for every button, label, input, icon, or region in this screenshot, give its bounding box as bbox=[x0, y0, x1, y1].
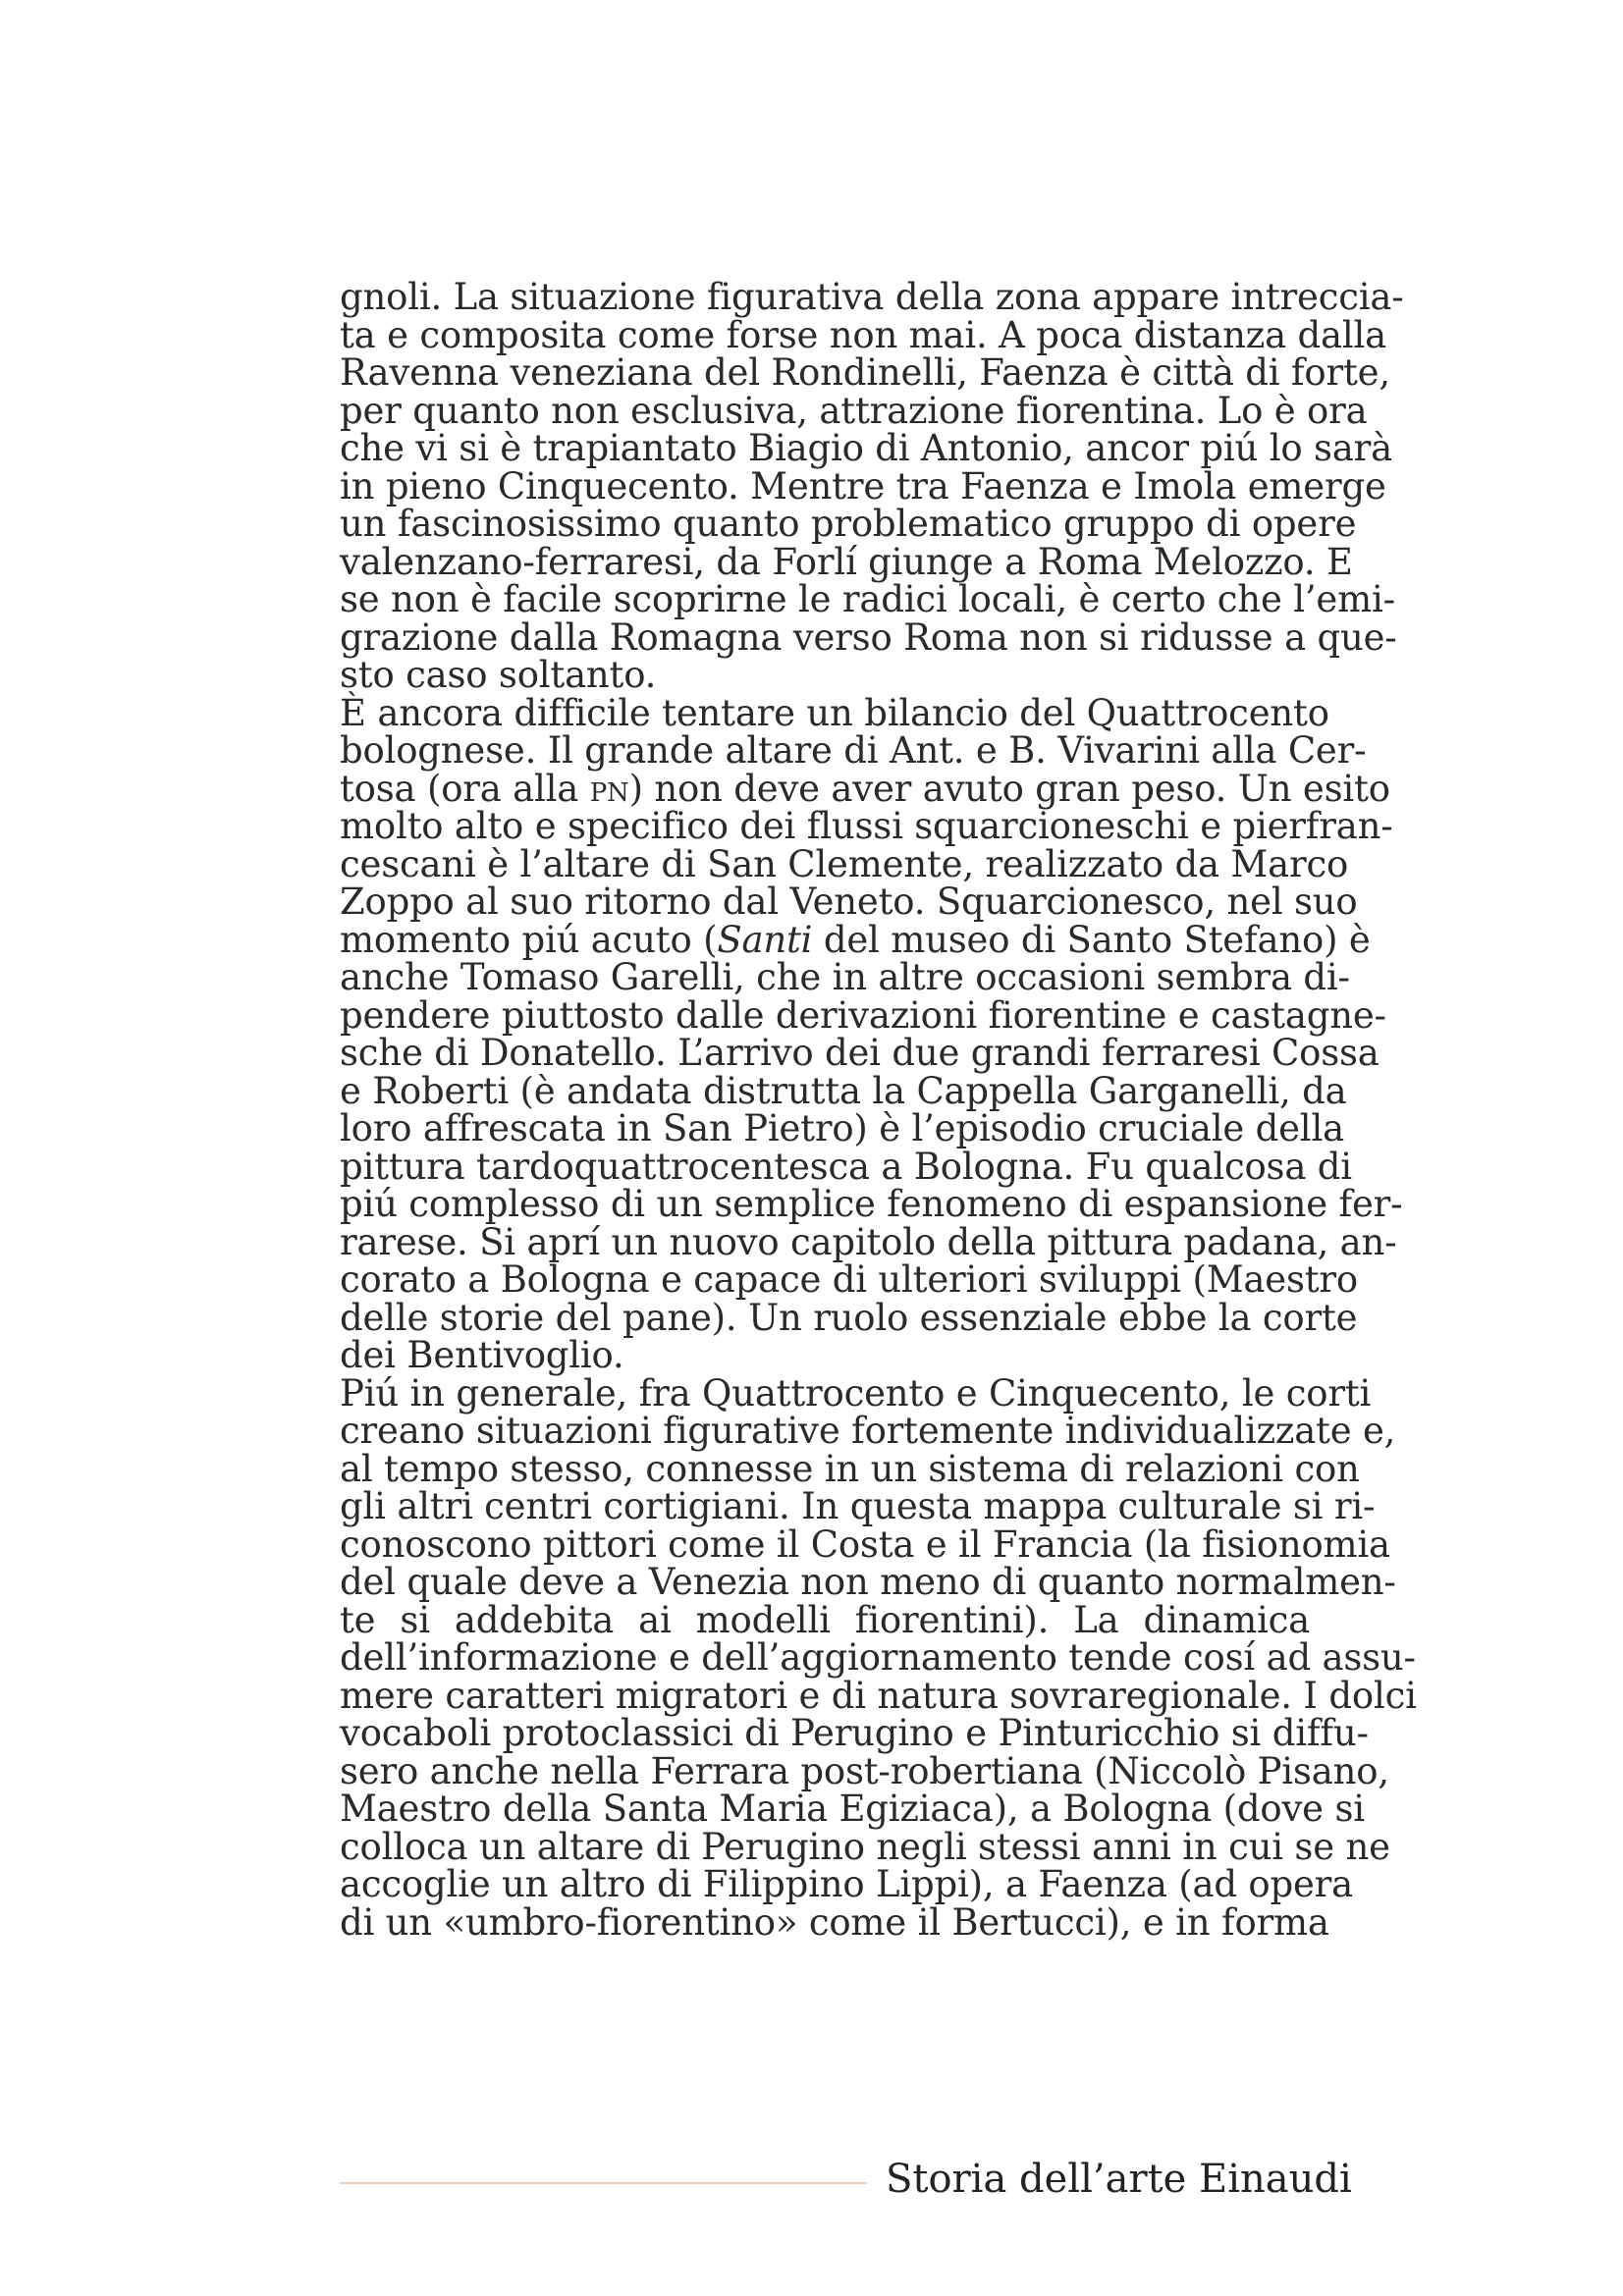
text-line: sto caso soltanto. bbox=[340, 654, 657, 696]
text-line: loro affrescata in San Pietro) è l’episodio cruciale della bbox=[340, 1107, 1344, 1149]
text-line: corato a Bologna e capace di ulteriori sviluppi (Maestro bbox=[340, 1258, 1358, 1301]
text-line: Ravenna veneziana del Rondinelli, Faenza è città di forte, bbox=[340, 351, 1390, 394]
page-body bbox=[340, 276, 1417, 1944]
text-line: dell’informazione e dell’aggiornamento tende cosí ad assu- bbox=[340, 1636, 1416, 1679]
text-line: gnoli. La situazione figurativa della zona appare intreccia- bbox=[340, 276, 1404, 318]
text-line: pendere piuttosto dalle derivazioni fiorentine e castagne- bbox=[340, 993, 1386, 1037]
text-line: di un «umbro-fiorentino» come il Bertucci), e in forma bbox=[340, 1900, 1329, 1944]
text-line: creano situazioni figurative fortemente individualizzate e, bbox=[340, 1410, 1396, 1452]
footer-title: Storia dell’arte Einaudi bbox=[886, 2157, 1352, 2202]
text-line: valenzano-ferraresi, da Forlí giunge a Roma Melozzo. E bbox=[340, 540, 1353, 583]
text-line: e Roberti (è andata distrutta la Cappella Garganelli, da bbox=[340, 1069, 1347, 1112]
text-line: ta e composita come forse non mai. A poca distanza dalla bbox=[340, 313, 1386, 356]
text-line: un fascinosissimo quanto problematico gruppo di opere bbox=[340, 503, 1357, 545]
text-line: te si addebita ai modelli fiorentini). La dinamica bbox=[340, 1598, 1310, 1641]
text-line: sche di Donatello. L’arrivo dei due grandi ferraresi Cossa bbox=[340, 1032, 1380, 1074]
text-line: che vi si è trapiantato Biagio di Antonio, ancor piú lo sarà bbox=[340, 427, 1392, 469]
abbreviation-pn: pn bbox=[589, 767, 629, 810]
text-line: piú complesso di un semplice fenomeno di espansione fer- bbox=[340, 1183, 1403, 1225]
text-line: dei Bentivoglio. bbox=[340, 1334, 624, 1376]
text-segment: tosa (ora alla bbox=[340, 767, 590, 810]
text-line: accoglie un altro di Filippino Lippi), a Faenza (ad opera bbox=[340, 1863, 1354, 1905]
text-line: se non è facile scoprirne le radici locali, è certo che l’emi- bbox=[340, 578, 1395, 620]
text-line: Zoppo al suo ritorno dal Veneto. Squarcionesco, nel suo bbox=[340, 881, 1358, 923]
text-line: in pieno Cinquecento. Mentre tra Faenza e Imola emerge bbox=[340, 464, 1386, 507]
text-line: anche Tomaso Garelli, che in altre occasioni sembra di- bbox=[340, 956, 1350, 998]
text-line: È ancora difficile tentare un bilancio del Quattrocento bbox=[340, 691, 1329, 734]
text-line: al tempo stesso, connesse in un sistema di relazioni con bbox=[340, 1447, 1360, 1490]
footer-rule bbox=[340, 2182, 867, 2184]
text-line: per quanto non esclusiva, attrazione fiorentina. Lo è ora bbox=[340, 389, 1368, 432]
text-line: rarese. Si aprí un nuovo capitolo della pittura padana, an- bbox=[340, 1220, 1397, 1263]
text-line: Maestro della Santa Maria Egiziaca), a Bologna (dove si bbox=[340, 1788, 1365, 1830]
text-line: sero anche nella Ferrara post-robertiana (Niccolò Pisano, bbox=[340, 1749, 1389, 1792]
text-segment: ) non deve aver avuto gran peso. Un esito bbox=[628, 767, 1390, 810]
paragraph-3 bbox=[340, 1371, 1417, 1944]
text-segment: del museo di Santo Stefano) è bbox=[812, 918, 1371, 961]
text-line bbox=[340, 918, 1371, 961]
text-line: cescani è l’altare di San Clemente, realizzato da Marco bbox=[340, 842, 1349, 885]
paragraph-1 bbox=[340, 276, 1404, 696]
text-line: grazione dalla Romagna verso Roma non si ridusse a que- bbox=[340, 615, 1397, 659]
text-line: molto alto e specifico dei flussi squarcioneschi e pierfran- bbox=[340, 805, 1393, 847]
text-line: colloca un altare di Perugino negli stessi anni in cui se ne bbox=[340, 1825, 1390, 1868]
text-line bbox=[340, 767, 1390, 810]
text-line: mere caratteri migratori e di natura sovraregionale. I dolci bbox=[340, 1674, 1417, 1717]
text-line: conoscono pittori come il Costa e il Francia (la fisionomia bbox=[340, 1522, 1390, 1566]
text-line: del quale deve a Venezia non meno di quanto normalmen- bbox=[340, 1561, 1396, 1603]
text-line: gli altri centri cortigiani. In questa mappa culturale si ri- bbox=[340, 1485, 1376, 1527]
text-line: vocaboli protoclassici di Perugino e Pinturicchio si diffu- bbox=[340, 1712, 1369, 1754]
artwork-title-santi: Santi bbox=[717, 918, 813, 961]
text-segment: momento piú acuto ( bbox=[340, 918, 718, 961]
text-line: delle storie del pane). Un ruolo essenziale ebbe la corte bbox=[340, 1296, 1358, 1339]
text-line: Piú in generale, fra Quattrocento e Cinquecento, le corti bbox=[340, 1371, 1372, 1415]
text-line: bolognese. Il grande altare di Ant. e B. Vivarini alla Cer- bbox=[340, 729, 1367, 772]
paragraph-2 bbox=[340, 691, 1403, 1376]
text-line: pittura tardoquattrocentesca a Bologna. Fu qualcosa di bbox=[340, 1145, 1352, 1188]
